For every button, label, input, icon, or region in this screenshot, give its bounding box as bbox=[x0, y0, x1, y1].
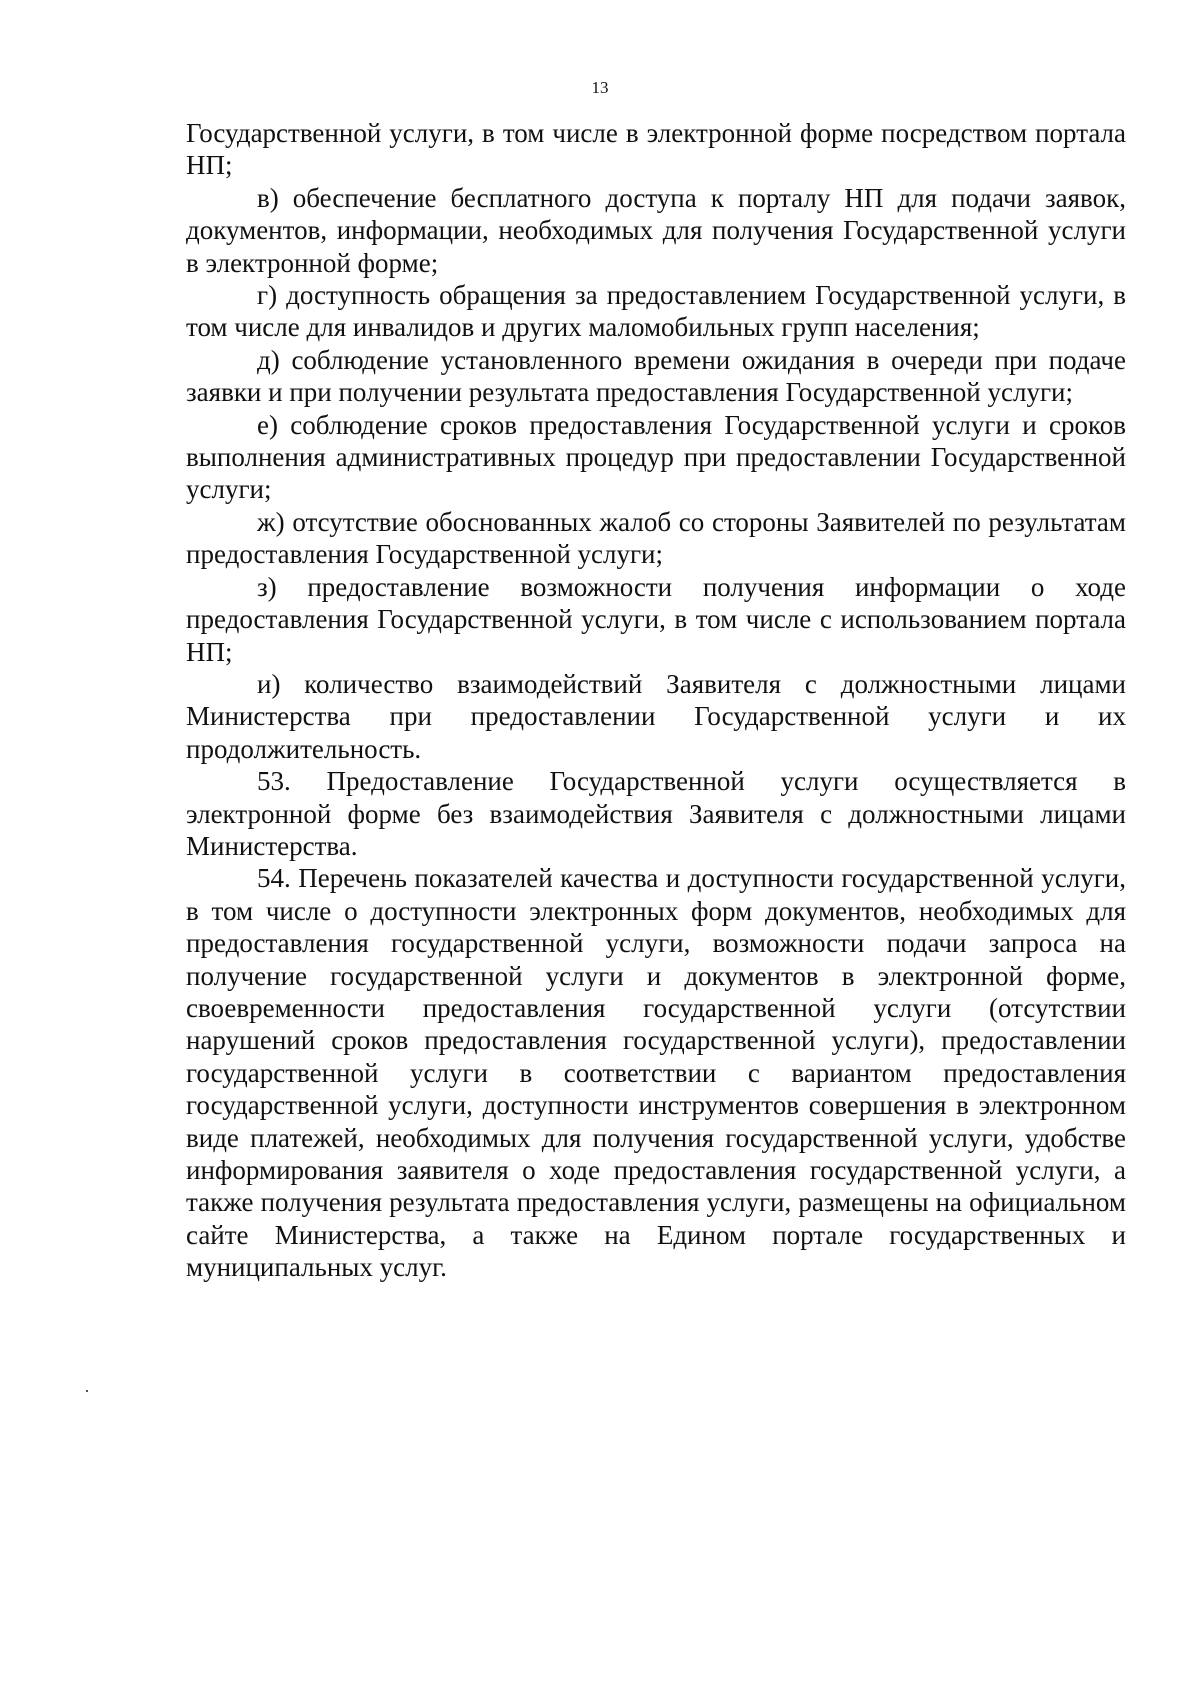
paragraph-item-v: в) обеспечение бесплатного доступа к порталу НП для подачи заявок, документов, информации, необходимых для получения Государственной услуги в электронной форме; bbox=[186, 182, 1126, 278]
paragraph-continuation: Государственной услуги, в том числе в электронной форме посредством портала НП; bbox=[186, 118, 1126, 181]
page-number: 13 bbox=[591, 78, 609, 97]
document-body bbox=[186, 117, 1126, 1284]
scan-speck bbox=[86, 1390, 88, 1392]
paragraph-item-e: е) соблюдение сроков предоставления Государственной услуги и сроков выполнения административных процедур при предоставлении Государственной услуги; bbox=[186, 409, 1126, 505]
paragraph-item-z: з) предоставление возможности получения информации о ходе предоставления Государственной услуги, в том числе с использованием портала НП; bbox=[186, 571, 1126, 667]
paragraph-item-i: и) количество взаимодействий Заявителя с должностными лицами Министерства при предоставлении Государственной услуги и их продолжительность. bbox=[186, 668, 1126, 764]
paragraph-item-g: г) доступность обращения за предоставлением Государственной услуги, в том числе для инвалидов и других маломобильных групп населения; bbox=[186, 280, 1126, 343]
paragraph-54: 54. Перечень показателей качества и доступности государственной услуги, в том числе о доступности электронных форм документов, необходимых для предоставления государственной услуги, возможности подачи запроса на получение государственной услуги и документов в электронной форме, своевременности предоставления государственной услуги (отсутствии нарушений сроков предоставления государственной услуги), предоставлении государственной услуги в соответствии с вариантом предоставления государственной услуги, доступности инструментов совершения в электронном виде платежей, необходимых для получения государственной услуги, удобстве информирования заявителя о ходе предоставления государственной услуги, а также получения результата предоставления услуги, размещены на официальном сайте Министерства, а также на Едином портале государственных и муниципальных услуг. bbox=[186, 863, 1126, 1283]
paragraph-item-zh: ж) отсутствие обоснованных жалоб со стороны Заявителей по результатам предоставления Государственной услуги; bbox=[186, 506, 1126, 570]
paragraph-53: 53. Предоставление Государственной услуги осуществляется в электронной форме без взаимодействия Заявителя с должностными лицами Министерства. bbox=[186, 766, 1126, 861]
paragraph-item-d: д) соблюдение установленного времени ожидания в очереди при подаче заявки и при получении результата предоставления Государственной услуги; bbox=[186, 344, 1126, 408]
